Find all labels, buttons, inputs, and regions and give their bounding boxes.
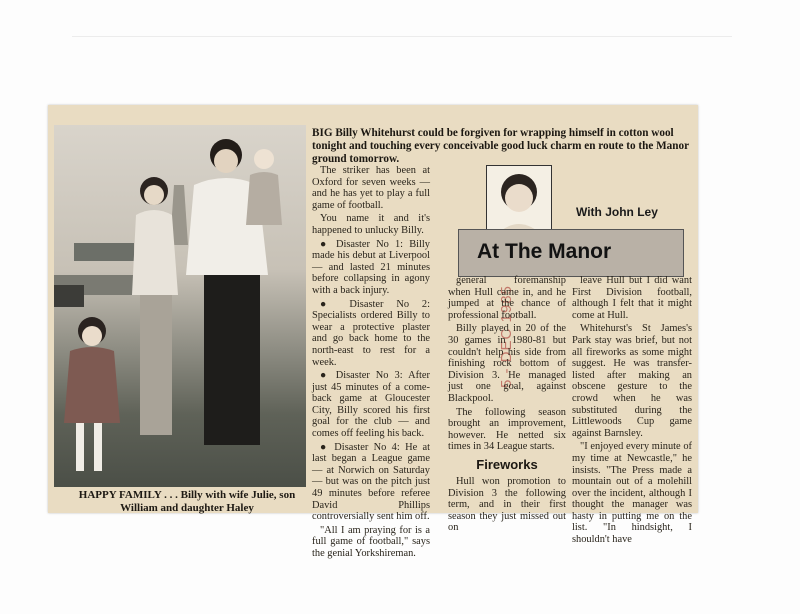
paragraph: ● Disaster No 2: Specialists ordered Billy to wear a protective plaster and go back home to the north-east to rest for a week. (312, 298, 430, 368)
paragraph: general foremanship when Hull came in, and he jumped at the chance of professional football. (448, 275, 566, 321)
paragraph: ● Disaster No 4: He at last began a League game — at Norwich on Saturday — but was on the pitch just 49 minutes before referee David Phillips controversially sent him off. (312, 441, 430, 523)
paragraph: ● Disaster No 1: Billy made his debut at Liverpool — and lasted 21 minutes before collapsing in agony with a back injury. (312, 238, 430, 296)
headline: BIG Billy Whitehurst could be forgiven for wrapping himself in cotton wool tonight and touching every conceivable good luck charm en route to the Manor ground tomorrow. (312, 127, 689, 165)
paragraph: Hull won promotion to Division 3 the following term, and in their first season they just missed out on (448, 475, 566, 534)
columnist-byline: With John Ley (576, 205, 658, 219)
column-banner (456, 193, 688, 278)
paragraph: You name it and it's happened to unlucky Billy. (312, 213, 430, 236)
paragraph: ● Disaster No 3: After just 45 minutes of a come-back game at Gloucester City, Billy scored his first goal for the club — and comes off feeling his back. (312, 370, 430, 440)
paragraph: leave Hull but I did want First Division football, although I felt that it might come at Hull. (572, 275, 692, 321)
paragraph: "I enjoyed every minute of my time at Newcastle," he insists. "The Press made a mountain out of a molehill over the incident, although I thought the manager was hasty in putting me on the list. "In hindsight, I shouldn't have (572, 441, 692, 546)
date-stamp-text: 5 - DEC 1985 (498, 285, 515, 388)
family-photo (54, 125, 306, 487)
columnist-mugshot (486, 165, 552, 237)
paragraph: Whitehurst's St James's Park stay was brief, but not all fireworks as some might suggest. He was transfer-listed after making an obscene gesture to the crowd when he was substituted during the Littlewoods Cup game against Barnsley. (572, 323, 692, 439)
paragraph: The following season brought an improvement, however. He netted six times in 34 League starts. (448, 406, 566, 453)
article-column-2 (448, 275, 566, 536)
paragraph: Billy played in 20 of the 30 games in 1980-81 but couldn't help his side from finishing rock bottom of Division 3. He managed just one goal, against Blackpool. (448, 323, 566, 404)
article-column-3 (572, 275, 692, 548)
column-title: At The Manor (477, 240, 612, 263)
newspaper-clipping (48, 105, 698, 559)
paragraph: "All I am praying for is a full game of football," says the genial Yorkshireman. (312, 524, 430, 559)
family-photo-illustration (54, 125, 306, 487)
article-column-1 (312, 165, 430, 562)
paragraph: The striker has been at Oxford for seven weeks — and he has yet to play a full game of football. (312, 165, 430, 211)
photo-caption: HAPPY FAMILY . . . Billy with wife Julie, son William and daughter Haley (78, 489, 296, 514)
subheading: Fireworks (476, 456, 538, 472)
column-title-box (458, 229, 684, 277)
